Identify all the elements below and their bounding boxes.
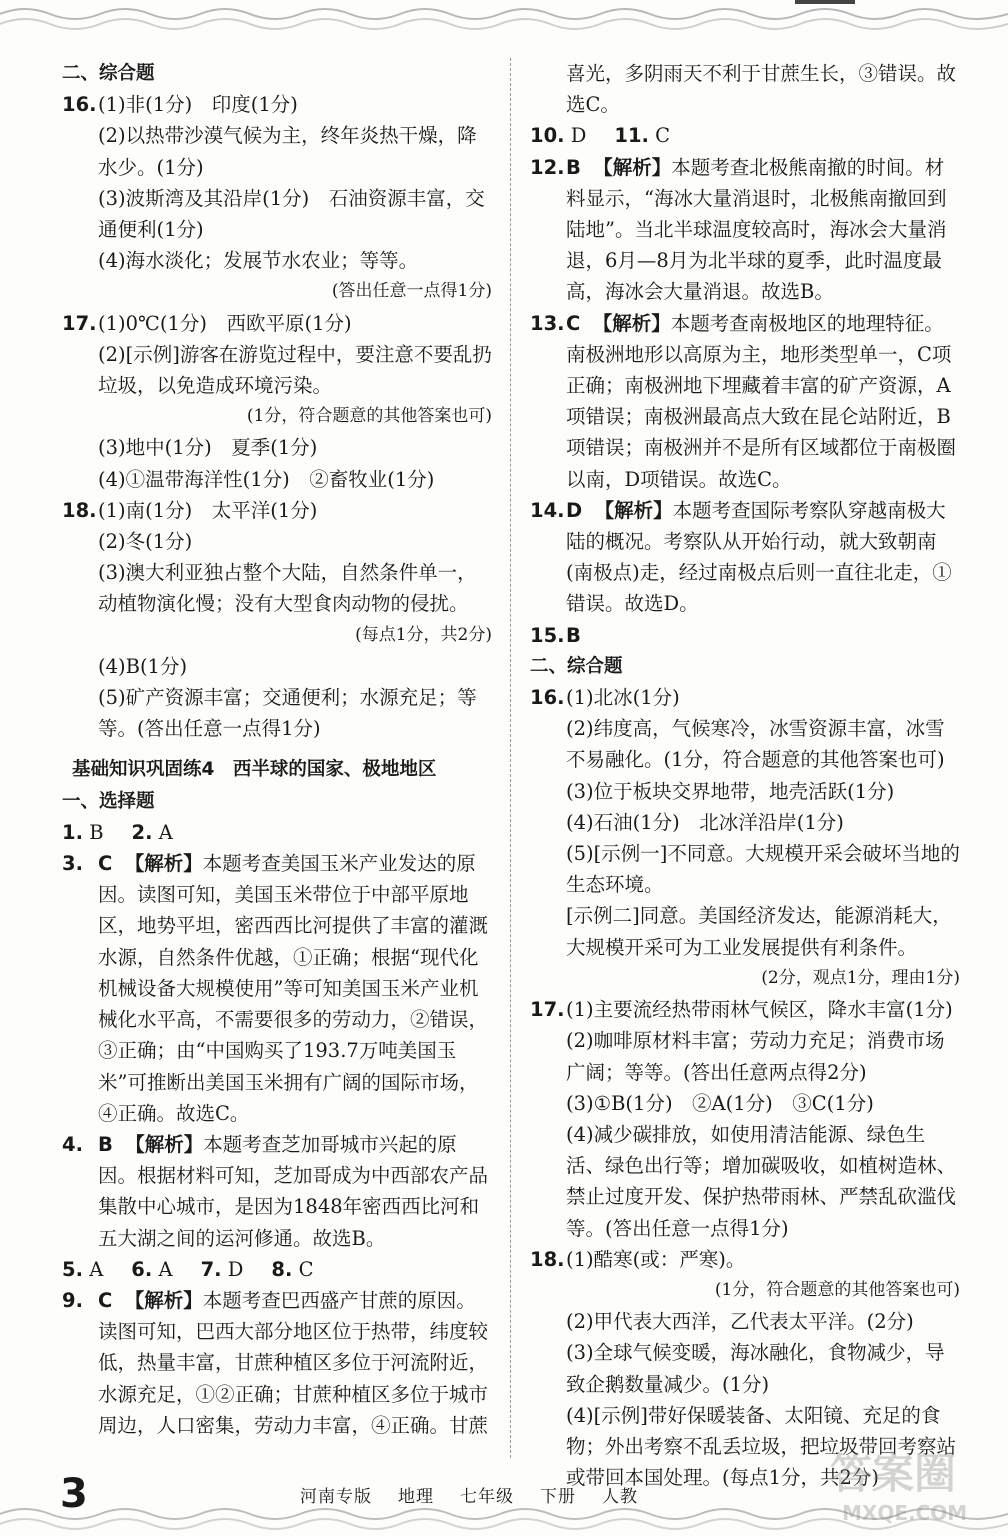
analysis-text: 本题考查芝加哥城市兴起的原因。根据材料可知，芝加哥成为中西部农产品集散中心城市，是因为1848年密西西比河和五大湖之间的运河修通。故选B。: [98, 1132, 489, 1250]
analysis-tag: 【解析】: [594, 498, 673, 522]
mc-answers-10-11: [530, 120, 960, 151]
answer-line: (1)非(1分) 印度(1分): [98, 93, 298, 117]
scoring-note: (1分，符合题意的其他答案也可): [714, 1279, 960, 1300]
answer-line: (2)纬度高，气候寒冷，冰雪资源丰富，冰雪不易融化。(1分，符合题意的其他答案也可): [566, 717, 945, 772]
watermark-text: 答案圈: [830, 1449, 957, 1498]
question-number: 9.: [62, 1288, 83, 1312]
answer-line: (3)波斯湾及其沿岸(1分) 石油资源丰富，交通便利(1分): [98, 186, 485, 242]
mc-answers-1-2: [62, 817, 492, 848]
question-number: 14.: [530, 498, 565, 522]
analysis-text: 本题考查国际考察队穿越南极大陆的概况。考察队从开始行动，就大致朝南(南极点)走，经过南极点后则一直往北走，①错误。故选D。: [566, 498, 952, 616]
question-16: [62, 89, 492, 307]
column-divider: [510, 58, 511, 1458]
answer-line: (2)冬(1分): [98, 530, 193, 554]
page-number: 3: [60, 1471, 88, 1517]
answer-line: (5)[示例一]不同意。大规模开采会破坏当地的生态环境。: [566, 842, 960, 897]
right-column: [530, 58, 960, 1493]
answer-line: (4)海水淡化；发展节水农业；等等。: [98, 249, 419, 273]
answer-line: (3)澳大利亚独占整个大陆，自然条件单一，动植物演化慢；没有大型食肉动物的侵扰。: [98, 561, 477, 616]
question-number: 8.: [271, 1257, 293, 1281]
analysis-text: 本题考查巴西盛产甘蔗的原因。读图可知，巴西大部分地区位于热带，纬度较低，热量丰富，甘蔗种植区多位于河流附近，水源充足，①②正确；甘蔗种植区多位于城市周边，人口密集，劳动力丰富，④正确。甘蔗: [98, 1288, 489, 1437]
watermark-logo: [820, 1440, 990, 1530]
question-number: 6.: [131, 1257, 153, 1281]
question-number: 1.: [62, 820, 83, 844]
analysis-text: 本题考查美国玉米产业发达的原因。读图可知，美国玉米带位于中部平原地区，地势平坦，密西西比河提供了丰富的灌溉水源，自然条件优越，①正确；根据“现代化机械设备大规模使用”等可知美国玉米产业机械化水平高，不需要很多的劳动力，②错误，③正确；由“中国购买了193.7万吨美国玉米”可推断出美国玉米拥有广阔的国际市场，④正确。故选C。: [98, 852, 489, 1125]
question-number: 4.: [62, 1132, 83, 1156]
analysis-tag: 【解析】: [125, 1132, 204, 1156]
answer-line: (3)①B(1分) ②A(1分) ③C(1分): [566, 1091, 874, 1115]
question-number: 11.: [614, 124, 649, 148]
answer-line: (1)酷寒(或：严寒)。: [566, 1247, 746, 1271]
question-17: [530, 994, 960, 1244]
footer-subject: 地理: [398, 1487, 434, 1507]
question-18: [62, 495, 492, 745]
scoring-note: (答出任意一点得1分): [331, 281, 492, 302]
question-number: 16.: [62, 93, 97, 117]
footer-grade: 七年级: [460, 1487, 514, 1507]
footer-edition: 河南专版: [300, 1487, 372, 1507]
answer-line: (2)以热带沙漠气候为主，终年炎热干燥，降水少。(1分): [98, 124, 477, 179]
question-number: 17.: [62, 311, 97, 335]
choice-answer: A: [158, 1257, 173, 1281]
analysis-text: 本题考查北极熊南撤的时间。材料显示，“海冰大量消退时，北极熊南撤回到陆地”。当北半球温度较高时，海冰会大量消退，6月—8月为北半球的夏季，此时温度最高，海冰会大量消退。故选B。: [566, 155, 947, 304]
choice-answer: C: [566, 311, 581, 335]
answer-line: (5)矿产资源丰富；交通便利；水源充足；等等。(答出任意一点得1分): [98, 686, 477, 741]
answer-line: (2)咖啡原材料丰富；劳动力充足；消费市场广阔；等等。(答出任意两点得2分): [566, 1029, 945, 1084]
answer-line: (4)①温带海洋性(1分) ②畜牧业(1分): [98, 467, 435, 491]
question-number: 10.: [530, 124, 565, 148]
footer-publisher: 人教: [602, 1487, 638, 1507]
answer-line: (1)南(1分) 太平洋(1分): [98, 498, 318, 522]
scoring-note: (每点1分，共2分): [355, 624, 492, 645]
answer-line: (1)主要流经热带雨林气候区，降水丰富(1分): [566, 998, 953, 1022]
question-number: 15.: [530, 623, 565, 647]
watermark-url: MXQE.COM: [842, 1501, 968, 1525]
question-16: [530, 682, 960, 994]
answer-line: (3)全球气候变暖，海冰融化，食物减少，导致企鹅数量减少。(1分): [566, 1341, 945, 1396]
answer-line: [示例二]同意。美国经济发达，能源消耗大，大规模开采可为工业发展提供有利条件。: [566, 904, 952, 959]
question-9-continued: 喜光，多阴雨天不利于甘蔗生长，③错误。故选C。: [566, 62, 957, 117]
question-number: 16.: [530, 686, 565, 710]
analysis-tag: 【解析】: [593, 155, 672, 179]
analysis-tag: 【解析】: [124, 852, 203, 876]
analysis-tag: 【解析】: [124, 1288, 203, 1312]
question-14: [530, 495, 960, 620]
choice-answer: D: [566, 498, 583, 522]
choice-answer: C: [298, 1257, 314, 1281]
answer-line: (3)地中(1分) 夏季(1分): [98, 436, 318, 460]
question-number: 2.: [131, 820, 153, 844]
question-12: [530, 152, 960, 308]
question-17: [62, 308, 492, 495]
question-number: 12.: [530, 155, 565, 179]
answer-line: (4)石油(1分) 北冰洋沿岸(1分): [566, 810, 844, 834]
question-15: [530, 620, 960, 651]
question-9: [62, 1285, 492, 1441]
mc-answers-5-8: [62, 1254, 492, 1285]
question-number: 7.: [200, 1257, 222, 1281]
choice-answer: B: [89, 820, 104, 844]
choice-answer: B: [566, 155, 581, 179]
answer-line: (1)0℃(1分) 西欧平原(1分): [98, 311, 352, 335]
choice-answer: A: [89, 1257, 104, 1281]
choice-answer: C: [655, 124, 671, 148]
scoring-note: (1分，符合题意的其他答案也可): [246, 406, 492, 427]
section-heading-multiple-choice: 一、选择题: [62, 790, 155, 812]
scoring-note: (2分，观点1分，理由1分): [761, 967, 960, 988]
question-13: [530, 308, 960, 495]
choice-answer: D: [227, 1257, 244, 1281]
answer-line: (4)B(1分): [98, 654, 188, 678]
section-heading-comprehensive: 二、综合题: [62, 63, 155, 84]
question-number: 13.: [530, 311, 565, 335]
choice-answer: C: [98, 1288, 113, 1312]
answer-line: (2)甲代表大西洋，乙代表太平洋。(2分): [566, 1310, 914, 1334]
section-heading-comprehensive: 二、综合题: [530, 655, 623, 677]
footer-volume: 下册: [540, 1487, 576, 1507]
answer-line: (4)减少碳排放，如使用清洁能源、绿色生活、绿色出行等；增加碳吸收，如植树造林、禁止过度开发、保护热带雨林、严禁乱砍滥伐等。(答出任意一点得1分): [566, 1122, 957, 1240]
question-number: 17.: [530, 998, 565, 1022]
choice-answer: B: [98, 1132, 113, 1156]
choice-answer: A: [158, 820, 173, 844]
question-4: [62, 1129, 492, 1254]
question-number: 18.: [530, 1247, 565, 1271]
choice-answer: B: [566, 623, 581, 647]
analysis-text: 本题考查南极地区的地理特征。南极洲地形以高原为主，地形类型单一，C项正确；南极洲地下埋藏着丰富的矿产资源，A项错误；南极洲最高点大致在昆仑站附近，B项错误；南极洲并不是所有区域都位于南极圈以南，D项错误。故选C。: [566, 311, 957, 491]
left-column: [62, 58, 492, 1441]
question-number: 5.: [62, 1257, 83, 1281]
answer-line: (3)位于板块交界地带，地壳活跃(1分): [566, 779, 895, 803]
question-3: [62, 848, 492, 1129]
footer-info: [300, 1482, 664, 1507]
answer-line: (4)[示例]带好保暖装备、太阳镜、充足的食物；外出考察不乱丢垃圾，把垃圾带回考察站或带回本国处理。(每点1分，共2分): [566, 1403, 957, 1490]
analysis-tag: 【解析】: [592, 311, 671, 335]
choice-answer: C: [98, 852, 113, 876]
answer-line: (1)北冰(1分): [566, 686, 680, 710]
top-decorative-band: [0, 0, 1008, 52]
practice-section-title: 基础知识巩固练4 西半球的国家、极地地区: [72, 759, 437, 781]
answer-line: (2)[示例]游客在游览过程中，要注意不要乱扔垃圾，以免造成环境污染。: [98, 342, 492, 398]
question-number: 18.: [62, 498, 97, 522]
choice-answer: D: [570, 124, 587, 148]
question-number: 3.: [62, 852, 83, 876]
